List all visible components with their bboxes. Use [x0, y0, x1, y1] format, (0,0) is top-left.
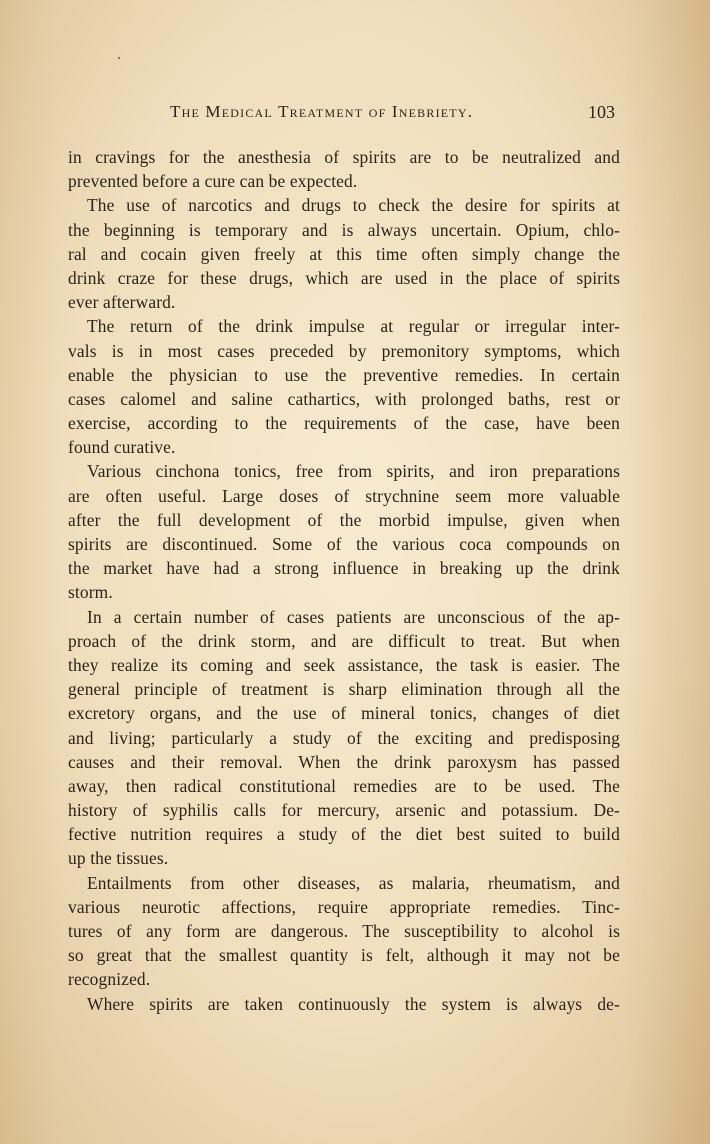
text-line: the market have had a strong influence in breaking up the drink	[68, 558, 620, 579]
text-line: In a certain number of cases patients are unconscious of the ap-	[87, 606, 620, 627]
text-line: Entailments from other diseases, as malaria, rheumatism, and	[87, 872, 620, 893]
text-line: Various cinchona tonics, free from spirits, and iron preparations	[87, 461, 620, 482]
text-line: up the tissues.	[68, 848, 169, 869]
text-line: they realize its coming and seek assistance, the task is easier. The	[68, 654, 620, 675]
text-line: history of syphilis calls for mercury, arsenic and potassium. De-	[68, 800, 620, 821]
text-line: The return of the drink impulse at regular or irregular inter-	[87, 316, 620, 337]
page-number: 103	[588, 102, 615, 122]
text-line: recognized.	[68, 969, 151, 990]
text-line: so great that the smallest quantity is felt, although it may not be	[68, 945, 620, 966]
text-line: found curative.	[68, 437, 176, 458]
text-line: tures of any form are dangerous. The susceptibility to alcohol is	[68, 921, 620, 941]
text-line: the beginning is temporary and is always uncertain. Opium, chlo-	[68, 219, 620, 240]
text-line: exercise, according to the requirements of the case, have been	[68, 413, 620, 434]
text-line: vals is in most cases preceded by premonitory symptoms, which	[68, 340, 620, 361]
text-line: cases calomel and saline cathartics, with prolonged baths, rest or	[68, 388, 620, 409]
text-line: enable the physician to use the preventive remedies. In certain	[68, 364, 620, 385]
paper-speck	[118, 57, 120, 59]
text-line: The use of narcotics and drugs to check the desire for spirits at	[87, 195, 620, 216]
text-line: ever afterward.	[68, 292, 176, 313]
text-line: in cravings for the anesthesia of spirits are to be neutralized and	[68, 147, 620, 167]
text-line: away, then radical constitutional remedies are to be used. The	[68, 775, 620, 796]
text-line: proach of the drink storm, and are difficult to treat. But when	[68, 630, 620, 651]
text-line: after the full development of the morbid impulse, given when	[68, 509, 620, 530]
text-line: spirits are discontinued. Some of the various coca compounds on	[68, 534, 620, 554]
body-text	[68, 145, 620, 1016]
text-line: causes and their removal. When the drink paroxysm has passed	[68, 751, 620, 772]
text-line: Where spirits are taken continuously the system is always de-	[87, 993, 620, 1014]
running-title: The Medical Treatment of Inebriety.	[170, 102, 474, 121]
text-line: storm.	[68, 582, 113, 603]
text-line: various neurotic affections, require appropriate remedies. Tinc-	[68, 896, 620, 917]
page-header	[0, 102, 710, 128]
text-line: excretory organs, and the use of mineral tonics, changes of diet	[68, 703, 620, 724]
text-line: general principle of treatment is sharp elimination through all the	[68, 679, 620, 700]
text-line: fective nutrition requires a study of the diet best suited to build	[68, 824, 620, 845]
text-line: prevented before a cure can be expected.	[68, 171, 358, 192]
text-line: and living; particularly a study of the exciting and predisposing	[68, 727, 620, 748]
text-line: drink craze for these drugs, which are used in the place of spirits	[68, 267, 620, 288]
text-line: ral and cocain given freely at this time often simply change the	[68, 243, 620, 264]
text-line: are often useful. Large doses of strychnine seem more valuable	[68, 485, 620, 506]
